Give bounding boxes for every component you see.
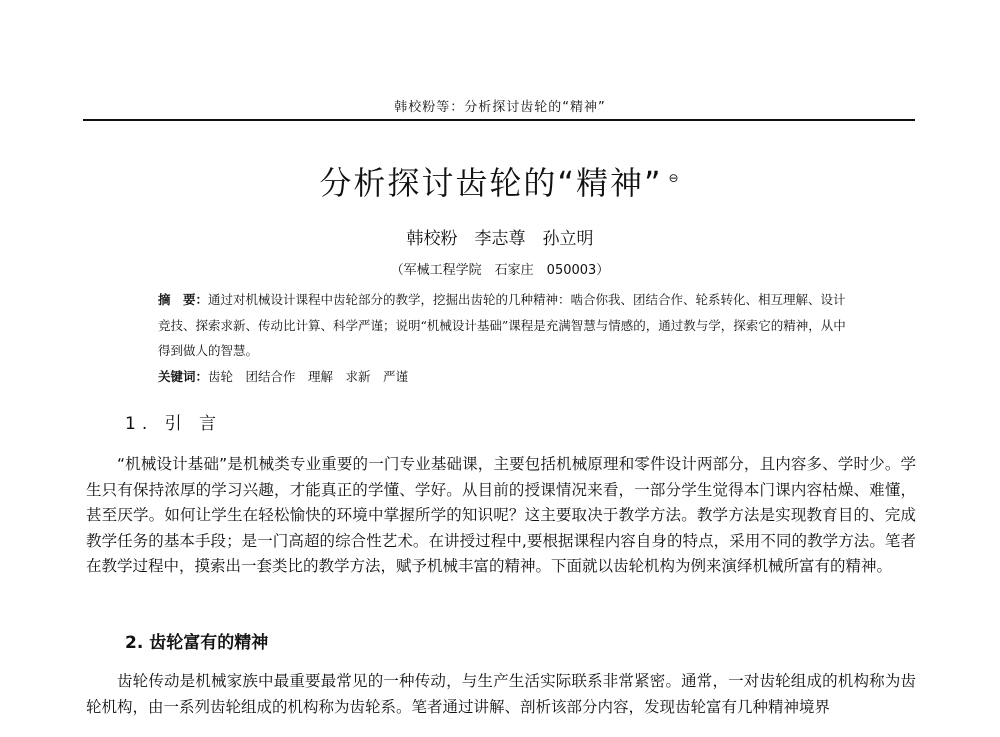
authors: 韩校粉 李志尊 孙立明 (406, 229, 594, 249)
footnote-mark: ⊖ (668, 171, 681, 186)
section-1-heading: 1. 引 言 (125, 414, 223, 434)
section-2-heading: 2. 齿轮富有的精神 (125, 633, 269, 653)
section-2-paragraph: 齿轮传动是机械家族中最重要最常见的一种传动，与生产生活实际联系非常紧密。通常，一对齿轮组成的机构称为齿轮机构，由一系列齿轮组成的机构称为齿轮系。笔者通过讲解、剖析该部分内容，发现齿轮富有几种精神境界 (86, 672, 916, 716)
header-rule (83, 119, 915, 121)
title-text: 分析探讨齿轮的“精神” (319, 164, 663, 202)
abstract (158, 287, 848, 364)
paper-title (0, 158, 1000, 204)
keywords (158, 367, 848, 385)
keywords-label: 关键词： (158, 369, 209, 384)
keywords-text: 齿轮 团结合作 理解 求新 严谨 (208, 369, 409, 384)
abstract-text: 通过对机械设计课程中齿轮部分的教学，挖掘出齿轮的几种精神：啮合你我、团结合作、轮系转化、相互理解、设计竞技、探索求新、传动比计算、科学严谨；说明“机械设计基础”课程是充满智慧与情感的，通过教与学，探索它的精神，从中得到做人的智慧。 (158, 292, 846, 358)
running-head: 韩校粉等：分析探讨齿轮的“精神” (394, 100, 606, 115)
affiliation: （军械工程学院 石家庄 050003） (390, 263, 610, 278)
abstract-label: 摘 要： (158, 292, 209, 307)
section-1-paragraph: “机械设计基础”是机械类专业重要的一门专业基础课，主要包括机械原理和零件设计两部分，且内容多、学时少。学生只有保持浓厚的学习兴趣，才能真正的学懂、学好。从目前的授课情况来看，一部分学生觉得本门课内容枯燥、难懂，甚至厌学。如何让学生在轻松愉快的环境中掌握所学的知识呢？这主要取决于教学方法。教学方法是实现教育目的、完成教学任务的基本手段；是一门高超的综合性艺术。在讲授过程中,要根据课程内容自身的特点，采用不同的教学方法。笔者在教学过程中，摸索出一套类比的教学方法，赋予机械丰富的精神。下面就以齿轮机构为例来演绎机械所富有的精神。 (86, 455, 916, 575)
